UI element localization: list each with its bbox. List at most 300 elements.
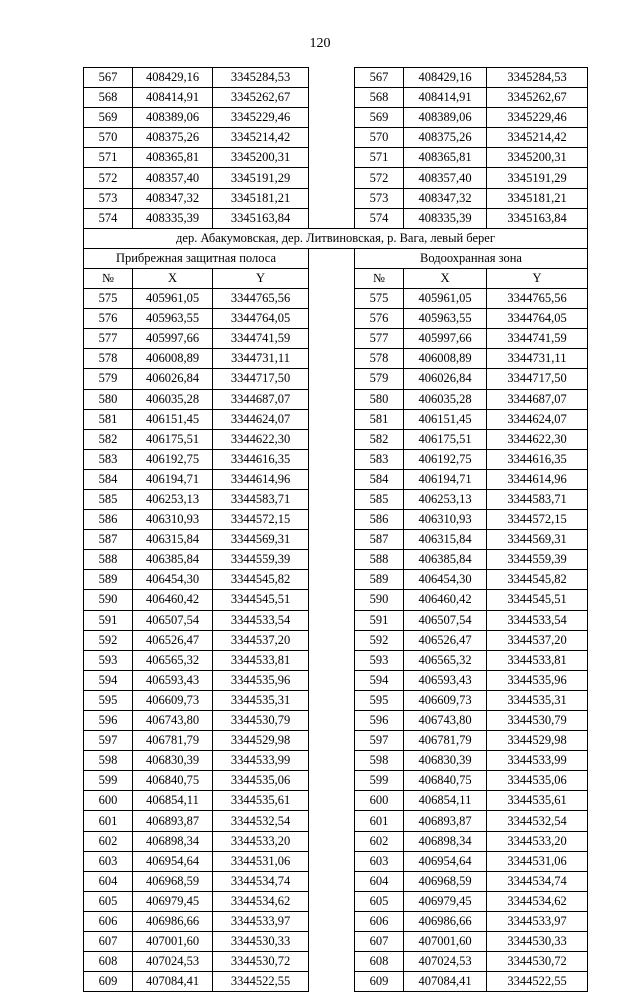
right-y-coordinate: 3344622,30 xyxy=(487,429,588,449)
right-y-coordinate: 3344535,06 xyxy=(487,771,588,791)
left-x-coordinate: 406854,11 xyxy=(133,791,213,811)
table-row xyxy=(84,449,588,469)
column-gap xyxy=(309,831,355,851)
left-x-coordinate: 406507,54 xyxy=(133,610,213,630)
right-point-number: 585 xyxy=(355,489,404,509)
right-header-number: № xyxy=(355,268,404,288)
left-y-coordinate: 3345284,53 xyxy=(213,68,309,88)
left-point-number: 584 xyxy=(84,469,133,489)
left-point-number: 593 xyxy=(84,650,133,670)
left-y-coordinate: 3344530,72 xyxy=(213,952,309,972)
right-y-coordinate: 3344529,98 xyxy=(487,731,588,751)
column-gap xyxy=(309,610,355,630)
right-header-y: Y xyxy=(487,268,588,288)
left-y-coordinate: 3344530,79 xyxy=(213,711,309,731)
table-row xyxy=(84,289,588,309)
table-row xyxy=(84,590,588,610)
left-y-coordinate: 3344533,54 xyxy=(213,610,309,630)
right-point-number: 593 xyxy=(355,650,404,670)
section-title-row xyxy=(84,228,588,248)
column-gap xyxy=(309,972,355,992)
left-point-number: 570 xyxy=(84,128,133,148)
table-row xyxy=(84,952,588,972)
right-y-coordinate: 3344530,33 xyxy=(487,932,588,952)
right-point-number: 608 xyxy=(355,952,404,972)
right-point-number: 584 xyxy=(355,469,404,489)
left-x-coordinate: 406026,84 xyxy=(133,369,213,389)
table-row xyxy=(84,932,588,952)
left-x-coordinate: 405963,55 xyxy=(133,309,213,329)
right-point-number: 587 xyxy=(355,530,404,550)
right-point-number: 575 xyxy=(355,289,404,309)
column-gap xyxy=(309,309,355,329)
left-y-coordinate: 3344530,33 xyxy=(213,932,309,952)
right-point-number: 592 xyxy=(355,630,404,650)
right-point-number: 578 xyxy=(355,349,404,369)
column-gap xyxy=(309,489,355,509)
right-y-coordinate: 3345229,46 xyxy=(487,108,588,128)
left-x-coordinate: 406151,45 xyxy=(133,409,213,429)
right-point-number: 607 xyxy=(355,932,404,952)
column-gap xyxy=(309,550,355,570)
left-point-number: 582 xyxy=(84,429,133,449)
left-y-coordinate: 3345163,84 xyxy=(213,208,309,228)
left-point-number: 583 xyxy=(84,449,133,469)
left-point-number: 568 xyxy=(84,88,133,108)
column-gap xyxy=(309,369,355,389)
table-row xyxy=(84,349,588,369)
left-point-number: 579 xyxy=(84,369,133,389)
right-y-coordinate: 3344535,61 xyxy=(487,791,588,811)
right-header-x: X xyxy=(404,268,487,288)
right-x-coordinate: 406507,54 xyxy=(404,610,487,630)
right-y-coordinate: 3345163,84 xyxy=(487,208,588,228)
right-x-coordinate: 406854,11 xyxy=(404,791,487,811)
right-point-number: 580 xyxy=(355,389,404,409)
left-y-coordinate: 3344531,06 xyxy=(213,851,309,871)
left-point-number: 592 xyxy=(84,630,133,650)
right-y-coordinate: 3344533,99 xyxy=(487,751,588,771)
left-x-coordinate: 406192,75 xyxy=(133,449,213,469)
left-point-number: 608 xyxy=(84,952,133,972)
left-point-number: 599 xyxy=(84,771,133,791)
table-row xyxy=(84,128,588,148)
left-y-coordinate: 3345200,31 xyxy=(213,148,309,168)
table-row xyxy=(84,891,588,911)
left-point-number: 591 xyxy=(84,610,133,630)
right-x-coordinate: 406781,79 xyxy=(404,731,487,751)
column-gap xyxy=(309,590,355,610)
right-y-coordinate: 3344572,15 xyxy=(487,510,588,530)
right-y-coordinate: 3344545,51 xyxy=(487,590,588,610)
right-x-coordinate: 406253,13 xyxy=(404,489,487,509)
page-number: 120 xyxy=(309,36,331,51)
right-y-coordinate: 3344535,96 xyxy=(487,670,588,690)
left-x-coordinate: 407084,41 xyxy=(133,972,213,992)
table-row xyxy=(84,851,588,871)
left-y-coordinate: 3345181,21 xyxy=(213,188,309,208)
column-gap xyxy=(309,690,355,710)
left-y-coordinate: 3344741,59 xyxy=(213,329,309,349)
table-row xyxy=(84,831,588,851)
left-x-coordinate: 405997,66 xyxy=(133,329,213,349)
right-x-coordinate: 406565,32 xyxy=(404,650,487,670)
left-y-coordinate: 3344572,15 xyxy=(213,510,309,530)
left-point-number: 604 xyxy=(84,871,133,891)
left-y-coordinate: 3344569,31 xyxy=(213,530,309,550)
right-x-coordinate: 407084,41 xyxy=(404,972,487,992)
column-gap xyxy=(309,670,355,690)
left-x-coordinate: 408357,40 xyxy=(133,168,213,188)
right-x-coordinate: 406743,80 xyxy=(404,711,487,731)
right-y-coordinate: 3344534,74 xyxy=(487,871,588,891)
left-x-coordinate: 408429,16 xyxy=(133,68,213,88)
column-header-row xyxy=(84,268,588,288)
right-point-number: 609 xyxy=(355,972,404,992)
column-gap xyxy=(309,148,355,168)
left-point-number: 606 xyxy=(84,911,133,931)
table-row xyxy=(84,389,588,409)
right-point-number: 576 xyxy=(355,309,404,329)
left-point-number: 595 xyxy=(84,690,133,710)
left-x-coordinate: 406310,93 xyxy=(133,510,213,530)
table-row xyxy=(84,871,588,891)
left-x-coordinate: 406893,87 xyxy=(133,811,213,831)
column-gap xyxy=(309,268,355,288)
left-y-coordinate: 3344764,05 xyxy=(213,309,309,329)
table-row xyxy=(84,751,588,771)
table-row xyxy=(84,570,588,590)
left-x-coordinate: 406986,66 xyxy=(133,911,213,931)
left-x-coordinate: 408365,81 xyxy=(133,148,213,168)
column-gap xyxy=(309,731,355,751)
coordinates-table xyxy=(83,67,588,992)
left-x-coordinate: 406954,64 xyxy=(133,851,213,871)
right-y-coordinate: 3344531,06 xyxy=(487,851,588,871)
right-x-coordinate: 406609,73 xyxy=(404,690,487,710)
left-y-coordinate: 3344533,97 xyxy=(213,911,309,931)
right-y-coordinate: 3344522,55 xyxy=(487,972,588,992)
left-y-coordinate: 3345191,29 xyxy=(213,168,309,188)
column-gap xyxy=(309,811,355,831)
left-y-coordinate: 3344533,81 xyxy=(213,650,309,670)
right-point-number: 599 xyxy=(355,771,404,791)
right-x-coordinate: 406310,93 xyxy=(404,510,487,530)
column-gap xyxy=(309,650,355,670)
right-x-coordinate: 407001,60 xyxy=(404,932,487,952)
column-gap xyxy=(309,389,355,409)
left-y-coordinate: 3344583,71 xyxy=(213,489,309,509)
left-y-coordinate: 3344534,74 xyxy=(213,871,309,891)
left-y-coordinate: 3344535,61 xyxy=(213,791,309,811)
right-y-coordinate: 3344765,56 xyxy=(487,289,588,309)
column-gap xyxy=(309,429,355,449)
right-y-coordinate: 3344532,54 xyxy=(487,811,588,831)
column-gap xyxy=(309,248,355,268)
right-y-coordinate: 3344535,31 xyxy=(487,690,588,710)
table-row xyxy=(84,108,588,128)
right-point-number: 579 xyxy=(355,369,404,389)
left-point-number: 567 xyxy=(84,68,133,88)
table-row xyxy=(84,530,588,550)
right-y-coordinate: 3344687,07 xyxy=(487,389,588,409)
right-x-coordinate: 406954,64 xyxy=(404,851,487,871)
table-row xyxy=(84,791,588,811)
table-row xyxy=(84,610,588,630)
table-row xyxy=(84,711,588,731)
left-point-number: 597 xyxy=(84,731,133,751)
column-gap xyxy=(309,510,355,530)
right-point-number: 595 xyxy=(355,690,404,710)
right-y-coordinate: 3344717,50 xyxy=(487,369,588,389)
right-point-number: 573 xyxy=(355,188,404,208)
table-row xyxy=(84,771,588,791)
left-point-number: 572 xyxy=(84,168,133,188)
table-row xyxy=(84,972,588,992)
left-y-coordinate: 3344522,55 xyxy=(213,972,309,992)
left-x-coordinate: 406526,47 xyxy=(133,630,213,650)
right-x-coordinate: 405963,55 xyxy=(404,309,487,329)
right-y-coordinate: 3345284,53 xyxy=(487,68,588,88)
left-x-coordinate: 406565,32 xyxy=(133,650,213,670)
right-point-number: 602 xyxy=(355,831,404,851)
column-gap xyxy=(309,791,355,811)
left-x-coordinate: 405961,05 xyxy=(133,289,213,309)
table-row xyxy=(84,88,588,108)
column-gap xyxy=(309,630,355,650)
left-x-coordinate: 406840,75 xyxy=(133,771,213,791)
left-y-coordinate: 3345229,46 xyxy=(213,108,309,128)
right-x-coordinate: 406315,84 xyxy=(404,530,487,550)
left-point-number: 574 xyxy=(84,208,133,228)
right-x-coordinate: 406192,75 xyxy=(404,449,487,469)
left-point-number: 578 xyxy=(84,349,133,369)
left-point-number: 598 xyxy=(84,751,133,771)
zone-header-row xyxy=(84,248,588,268)
left-x-coordinate: 406454,30 xyxy=(133,570,213,590)
right-y-coordinate: 3344530,79 xyxy=(487,711,588,731)
table-row xyxy=(84,168,588,188)
left-x-coordinate: 406194,71 xyxy=(133,469,213,489)
left-x-coordinate: 406253,13 xyxy=(133,489,213,509)
column-gap xyxy=(309,530,355,550)
table-row xyxy=(84,68,588,88)
right-point-number: 594 xyxy=(355,670,404,690)
right-x-coordinate: 406830,39 xyxy=(404,751,487,771)
column-gap xyxy=(309,208,355,228)
table-row xyxy=(84,510,588,530)
table-row xyxy=(84,409,588,429)
section-title: дер. Абакумовская, дер. Литвиновская, р. Вага, левый берег xyxy=(84,228,588,248)
right-y-coordinate: 3344741,59 xyxy=(487,329,588,349)
left-x-coordinate: 406008,89 xyxy=(133,349,213,369)
column-gap xyxy=(309,932,355,952)
left-point-number: 589 xyxy=(84,570,133,590)
left-point-number: 601 xyxy=(84,811,133,831)
right-y-coordinate: 3344616,35 xyxy=(487,449,588,469)
right-point-number: 600 xyxy=(355,791,404,811)
right-point-number: 568 xyxy=(355,88,404,108)
left-point-number: 573 xyxy=(84,188,133,208)
right-x-coordinate: 406526,47 xyxy=(404,630,487,650)
column-gap xyxy=(309,188,355,208)
table-row xyxy=(84,309,588,329)
right-x-coordinate: 406008,89 xyxy=(404,349,487,369)
left-y-coordinate: 3344624,07 xyxy=(213,409,309,429)
table-row xyxy=(84,630,588,650)
right-x-coordinate: 408335,39 xyxy=(404,208,487,228)
left-x-coordinate: 406968,59 xyxy=(133,871,213,891)
right-point-number: 574 xyxy=(355,208,404,228)
right-x-coordinate: 406986,66 xyxy=(404,911,487,931)
left-point-number: 581 xyxy=(84,409,133,429)
left-y-coordinate: 3344731,11 xyxy=(213,349,309,369)
table-row xyxy=(84,670,588,690)
right-point-number: 606 xyxy=(355,911,404,931)
left-y-coordinate: 3344532,54 xyxy=(213,811,309,831)
right-point-number: 581 xyxy=(355,409,404,429)
right-point-number: 591 xyxy=(355,610,404,630)
right-point-number: 598 xyxy=(355,751,404,771)
right-x-coordinate: 408347,32 xyxy=(404,188,487,208)
right-point-number: 570 xyxy=(355,128,404,148)
table-row xyxy=(84,329,588,349)
left-y-coordinate: 3344529,98 xyxy=(213,731,309,751)
left-point-number: 607 xyxy=(84,932,133,952)
left-point-number: 600 xyxy=(84,791,133,811)
right-x-coordinate: 406593,43 xyxy=(404,670,487,690)
right-x-coordinate: 405997,66 xyxy=(404,329,487,349)
table-row xyxy=(84,911,588,931)
table-row xyxy=(84,731,588,751)
table-row xyxy=(84,429,588,449)
right-y-coordinate: 3344614,96 xyxy=(487,469,588,489)
column-gap xyxy=(309,751,355,771)
left-y-coordinate: 3344535,96 xyxy=(213,670,309,690)
right-x-coordinate: 408389,06 xyxy=(404,108,487,128)
column-gap xyxy=(309,469,355,489)
left-point-number: 580 xyxy=(84,389,133,409)
left-x-coordinate: 406743,80 xyxy=(133,711,213,731)
right-x-coordinate: 407024,53 xyxy=(404,952,487,972)
table-row xyxy=(84,469,588,489)
left-y-coordinate: 3344535,06 xyxy=(213,771,309,791)
right-y-coordinate: 3344583,71 xyxy=(487,489,588,509)
right-y-coordinate: 3345191,29 xyxy=(487,168,588,188)
left-point-number: 603 xyxy=(84,851,133,871)
column-gap xyxy=(309,68,355,88)
left-header-y: Y xyxy=(213,268,309,288)
left-point-number: 575 xyxy=(84,289,133,309)
right-zone-title: Водоохранная зона xyxy=(355,248,588,268)
table-row xyxy=(84,550,588,570)
left-point-number: 569 xyxy=(84,108,133,128)
left-y-coordinate: 3344545,51 xyxy=(213,590,309,610)
column-gap xyxy=(309,871,355,891)
left-x-coordinate: 406898,34 xyxy=(133,831,213,851)
left-x-coordinate: 408414,91 xyxy=(133,88,213,108)
left-zone-title: Прибрежная защитная полоса xyxy=(84,248,309,268)
column-gap xyxy=(309,449,355,469)
left-x-coordinate: 407024,53 xyxy=(133,952,213,972)
right-x-coordinate: 406026,84 xyxy=(404,369,487,389)
table-row xyxy=(84,489,588,509)
right-x-coordinate: 406840,75 xyxy=(404,771,487,791)
left-point-number: 594 xyxy=(84,670,133,690)
column-gap xyxy=(309,128,355,148)
right-y-coordinate: 3345181,21 xyxy=(487,188,588,208)
left-point-number: 588 xyxy=(84,550,133,570)
left-header-x: X xyxy=(133,268,213,288)
right-point-number: 571 xyxy=(355,148,404,168)
right-x-coordinate: 406979,45 xyxy=(404,891,487,911)
left-x-coordinate: 406593,43 xyxy=(133,670,213,690)
right-y-coordinate: 3344533,20 xyxy=(487,831,588,851)
right-point-number: 588 xyxy=(355,550,404,570)
left-x-coordinate: 406609,73 xyxy=(133,690,213,710)
left-y-coordinate: 3344622,30 xyxy=(213,429,309,449)
right-y-coordinate: 3345262,67 xyxy=(487,88,588,108)
left-y-coordinate: 3344614,96 xyxy=(213,469,309,489)
right-point-number: 572 xyxy=(355,168,404,188)
right-y-coordinate: 3344533,54 xyxy=(487,610,588,630)
column-gap xyxy=(309,108,355,128)
right-x-coordinate: 406454,30 xyxy=(404,570,487,590)
left-x-coordinate: 406175,51 xyxy=(133,429,213,449)
right-x-coordinate: 406035,28 xyxy=(404,389,487,409)
left-x-coordinate: 406460,42 xyxy=(133,590,213,610)
column-gap xyxy=(309,851,355,871)
left-point-number: 585 xyxy=(84,489,133,509)
left-point-number: 596 xyxy=(84,711,133,731)
left-x-coordinate: 408335,39 xyxy=(133,208,213,228)
right-point-number: 569 xyxy=(355,108,404,128)
right-point-number: 582 xyxy=(355,429,404,449)
right-y-coordinate: 3345200,31 xyxy=(487,148,588,168)
right-y-coordinate: 3344530,72 xyxy=(487,952,588,972)
right-point-number: 586 xyxy=(355,510,404,530)
left-y-coordinate: 3344559,39 xyxy=(213,550,309,570)
left-x-coordinate: 406830,39 xyxy=(133,751,213,771)
right-x-coordinate: 408365,81 xyxy=(404,148,487,168)
table-row xyxy=(84,208,588,228)
right-y-coordinate: 3344764,05 xyxy=(487,309,588,329)
left-x-coordinate: 406315,84 xyxy=(133,530,213,550)
right-y-coordinate: 3344545,82 xyxy=(487,570,588,590)
table-row xyxy=(84,811,588,831)
right-x-coordinate: 405961,05 xyxy=(404,289,487,309)
right-point-number: 601 xyxy=(355,811,404,831)
left-y-coordinate: 3344533,20 xyxy=(213,831,309,851)
left-x-coordinate: 408347,32 xyxy=(133,188,213,208)
right-x-coordinate: 408429,16 xyxy=(404,68,487,88)
left-header-number: № xyxy=(84,268,133,288)
right-point-number: 577 xyxy=(355,329,404,349)
left-point-number: 587 xyxy=(84,530,133,550)
left-y-coordinate: 3344534,62 xyxy=(213,891,309,911)
right-point-number: 596 xyxy=(355,711,404,731)
right-y-coordinate: 3344533,97 xyxy=(487,911,588,931)
right-x-coordinate: 406151,45 xyxy=(404,409,487,429)
left-x-coordinate: 408389,06 xyxy=(133,108,213,128)
left-y-coordinate: 3344687,07 xyxy=(213,389,309,409)
left-point-number: 590 xyxy=(84,590,133,610)
left-point-number: 577 xyxy=(84,329,133,349)
column-gap xyxy=(309,329,355,349)
left-y-coordinate: 3344537,20 xyxy=(213,630,309,650)
left-x-coordinate: 406385,84 xyxy=(133,550,213,570)
right-x-coordinate: 406385,84 xyxy=(404,550,487,570)
